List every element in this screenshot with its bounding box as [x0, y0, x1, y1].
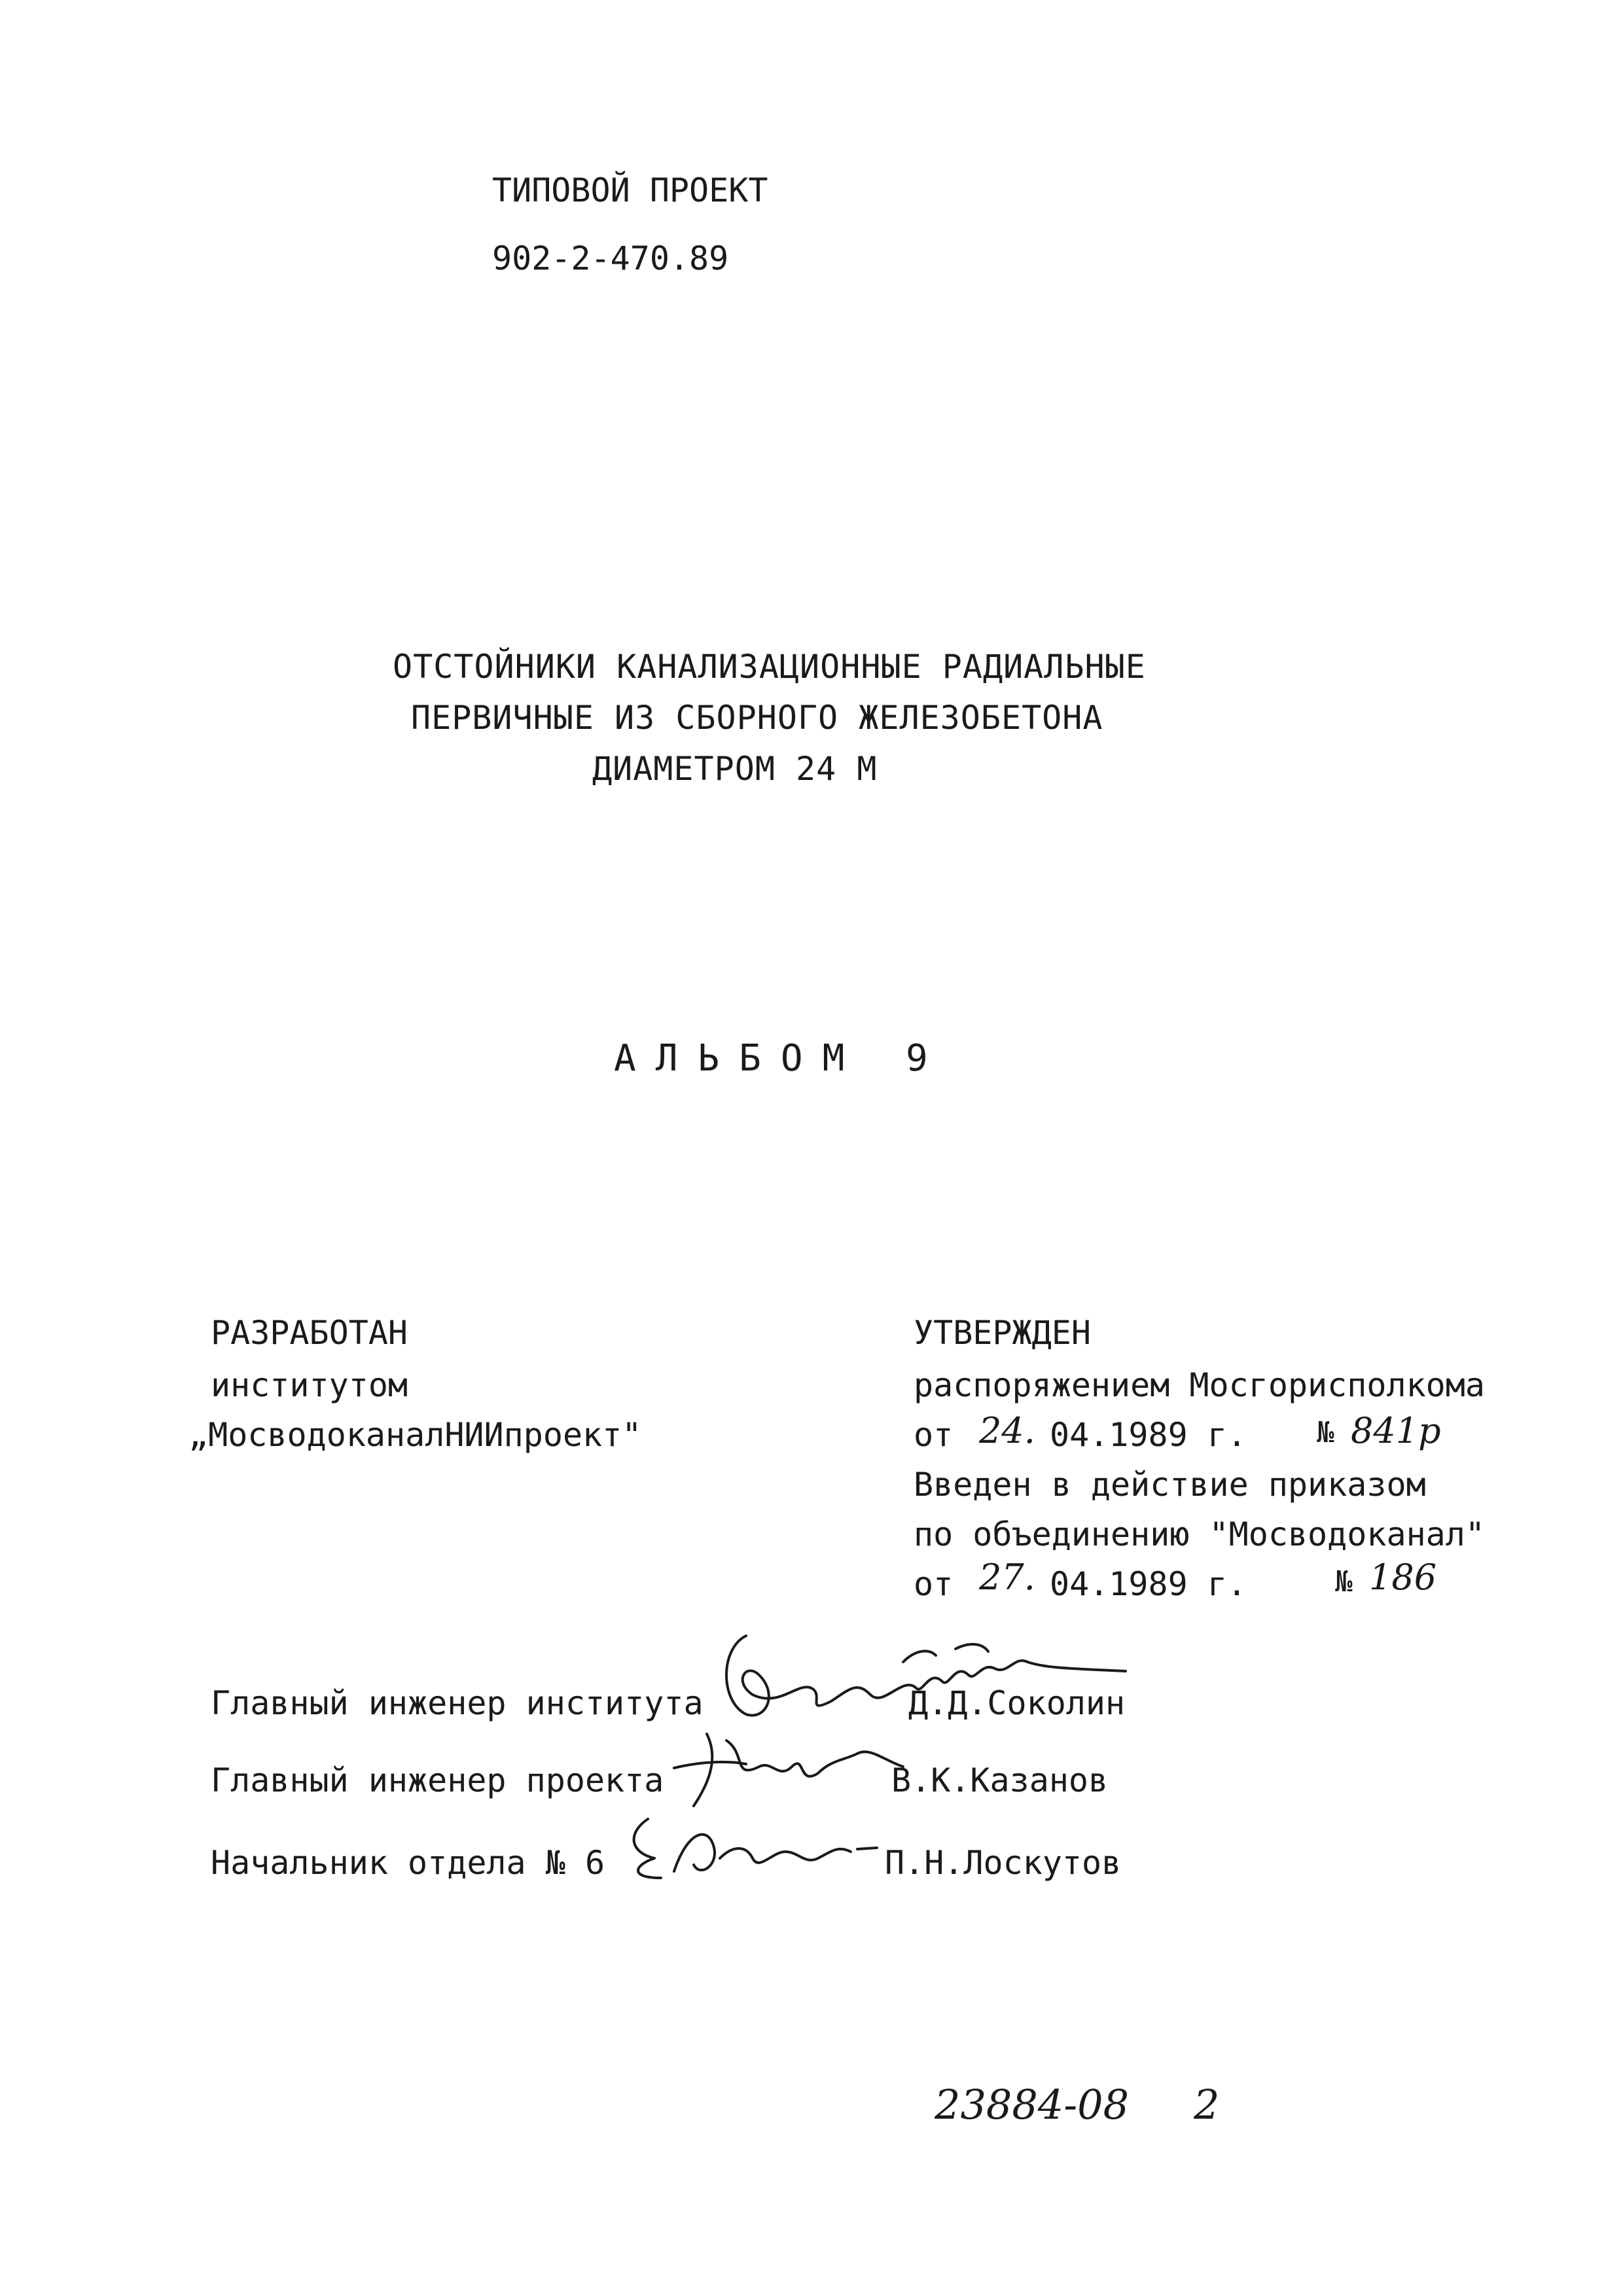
approved-by-order: распоряжением Мосгорисполкома — [914, 1366, 1485, 1404]
document-title-line-3: ДИАМЕТРОМ 24 М — [592, 750, 878, 788]
album-number: АЛЬБОМ 9 — [614, 1037, 948, 1080]
enactment-organization: по объединению "Мосводоканал" — [914, 1515, 1485, 1553]
approval-date-prefix: от — [914, 1416, 954, 1454]
enactment-day-handwritten: 27. — [979, 1557, 1035, 1598]
document-title-line-1: ОТСТОЙНИКИ КАНАЛИЗАЦИОННЫЕ РАДИАЛЬНЫЕ — [393, 648, 1146, 686]
signature-role: Главный инженер института — [211, 1684, 704, 1722]
approval-day-handwritten: 24. — [979, 1410, 1035, 1451]
signature-role: Главный инженер проекта — [211, 1761, 664, 1799]
approval-date: 04.1989 г. — [1050, 1416, 1247, 1454]
signature-name: В.К.Казанов — [891, 1761, 1109, 1799]
approved-heading: УТВЕРЖДЕН — [914, 1314, 1091, 1352]
enactment-number-handwritten: 186 — [1369, 1557, 1437, 1598]
handwritten-signature-kazanov — [668, 1721, 929, 1812]
page-number-handwritten: 2 — [1194, 2081, 1220, 2128]
archive-number-handwritten: 23884-08 — [935, 2081, 1130, 2128]
signature-name: Д.Д.Соколин — [908, 1684, 1126, 1722]
enactment-date-prefix: от — [914, 1565, 954, 1603]
developed-heading: РАЗРАБОТАН — [211, 1314, 408, 1352]
signature-role: Начальник отдела № 6 — [211, 1844, 605, 1882]
developed-by-label: институтом — [211, 1366, 408, 1404]
enactment-line: Введен в действие приказом — [914, 1466, 1426, 1504]
enactment-number-label: № — [1335, 1565, 1353, 1598]
project-number: 902-2-470.89 — [492, 239, 729, 277]
developer-institute: „МосводоканалНИИпроект" — [188, 1416, 642, 1454]
project-type: ТИПОВОЙ ПРОЕКТ — [492, 171, 768, 209]
signature-name: П.Н.Лоскутов — [885, 1844, 1122, 1882]
approval-number-handwritten: 841р — [1351, 1410, 1441, 1451]
enactment-date: 04.1989 г. — [1050, 1565, 1247, 1603]
handwritten-signature-loskutov — [615, 1806, 890, 1891]
document-title-line-2: ПЕРВИЧНЫЕ ИЗ СБОРНОГО ЖЕЛЕЗОБЕТОНА — [411, 699, 1103, 737]
approval-number-label: № — [1317, 1416, 1334, 1449]
